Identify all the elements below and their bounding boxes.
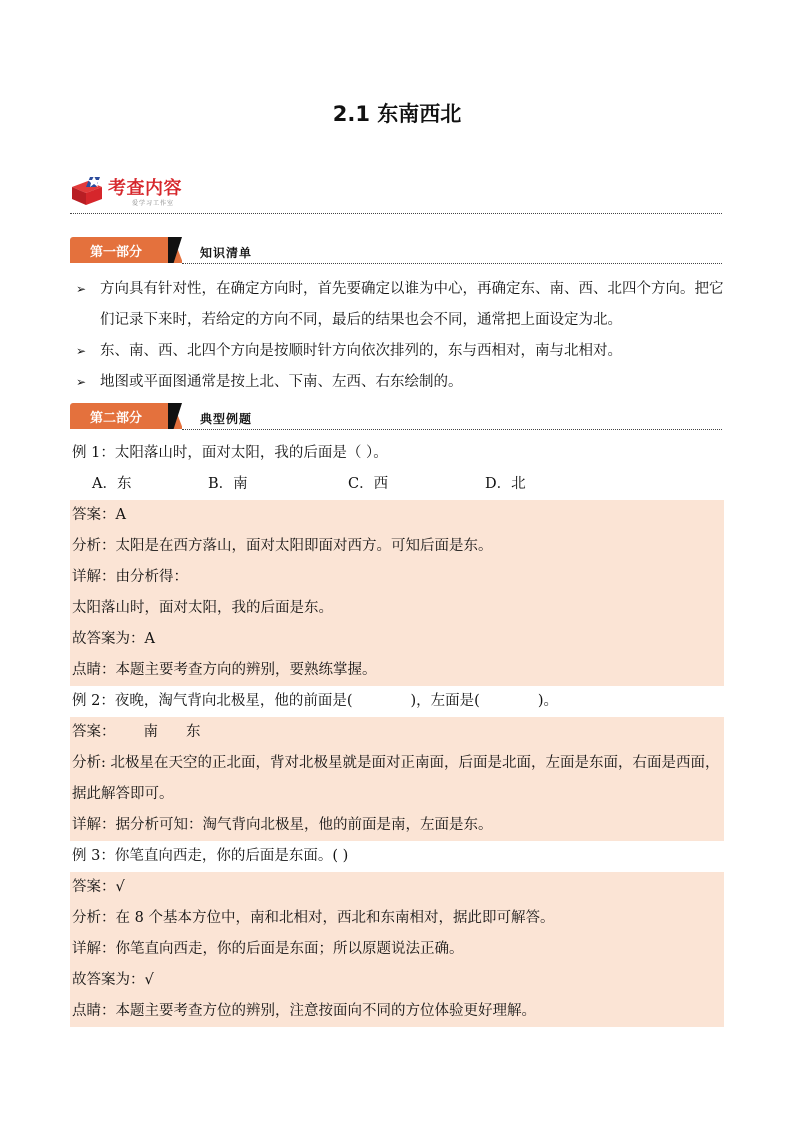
example-1-options	[70, 469, 724, 500]
list-item: ➢ 地图或平面图通常是按上北、下南、左西、右东绘制的。	[70, 367, 724, 398]
example-1-analysis: 分析：太阳是在西方落山，面对太阳即面对西方。可知后面是东。	[70, 531, 724, 562]
examples	[70, 438, 724, 1027]
arrow-bullet-icon: ➢	[76, 375, 87, 389]
example-3-tip: 点睛：本题主要考查方位的辨别，注意按面向不同的方位体验更好理解。	[70, 996, 724, 1027]
section-subtitle: 知识清单	[200, 246, 253, 260]
example-3-detail: 详解：你笔直向西走，你的后面是东面；所以原题说法正确。	[70, 934, 724, 965]
section-tab-label: 第一部分	[90, 245, 143, 260]
option-c: C．西	[348, 476, 389, 492]
example-3-answer: 答案：√	[70, 872, 724, 903]
section-header-1	[70, 235, 722, 265]
option-d: D．北	[485, 476, 526, 492]
arrow-bullet-icon: ➢	[76, 282, 87, 296]
example-2-question: 例 2：夜晚，淘气背向北极星，他的前面是( )，左面是( )。	[72, 693, 558, 709]
example-2-detail: 详解：据分析可知：淘气背向北极星，他的前面是南，左面是东。	[70, 810, 724, 841]
option-b: B．南	[208, 476, 248, 492]
book-logo-icon	[70, 175, 104, 207]
logo	[70, 172, 210, 212]
example-3-final: 故答案为：√	[70, 965, 724, 996]
list-item: ➢ 东、南、西、北四个方向是按顺时针方向依次排列的，东与西相对，南与北相对。	[70, 336, 724, 367]
example-3-analysis: 分析：在 8 个基本方位中，南和北相对，西北和东南相对，据此即可解答。	[70, 903, 724, 934]
example-2-answer: 答案： 南 东	[70, 717, 724, 748]
knowledge-list	[70, 274, 724, 398]
example-1-detail: 详解：由分析得：	[70, 562, 724, 593]
section-tab-label: 第二部分	[90, 411, 143, 426]
arrow-bullet-icon: ➢	[76, 344, 87, 358]
example-3-question: 例 3：你笔直向西走，你的后面是东面。( )	[72, 848, 349, 864]
example-1-detail-2: 太阳落山时，面对太阳，我的后面是东。	[70, 593, 724, 624]
logo-subtitle: 爱学习工作室	[132, 200, 175, 207]
example-1-tip: 点睛：本题主要考查方向的辨别，要熟练掌握。	[70, 655, 724, 686]
logo-title: 考查内容	[108, 178, 182, 199]
divider	[70, 213, 722, 214]
example-1-final: 故答案为：A	[70, 624, 724, 655]
example-1-answer: 答案：A	[70, 500, 724, 531]
example-1-question: 例 1：太阳落山时，面对太阳，我的后面是（ ）。	[72, 445, 388, 461]
option-a: A．东	[92, 476, 132, 492]
list-item: ➢ 方向具有针对性，在确定方向时，首先要确定以谁为中心，再确定东、南、西、北四个方向。把它们记录下来时，若给定的方向不同，最后的结果也会不同，通常把上面设定为北。	[70, 274, 724, 336]
section-header-2	[70, 401, 722, 431]
section-subtitle: 典型例题	[200, 412, 253, 426]
page-title: 2.1 东南西北	[332, 102, 462, 126]
example-2-analysis: 分析: 北极星在天空的正北面，背对北极星就是面对正南面，后面是北面，左面是东面，右面是西面，据此解答即可。	[70, 748, 724, 810]
